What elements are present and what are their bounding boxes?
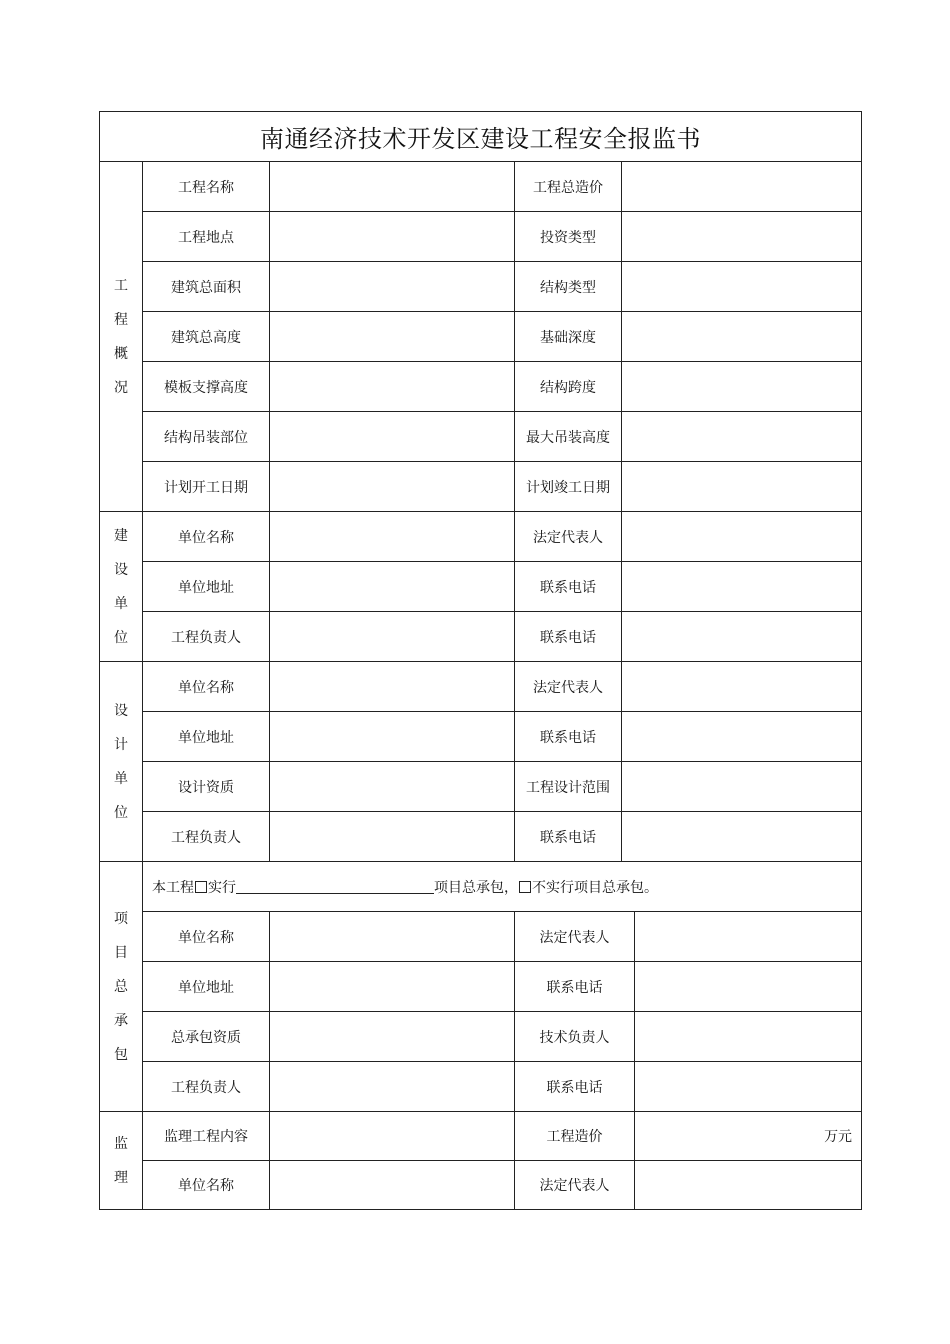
label-unit-name: 单位名称: [143, 512, 270, 562]
contracting-statement: 本工程 实行 项目总承包， 不实行项目总承包。: [143, 862, 862, 912]
label-structure-span: 结构跨度: [515, 362, 622, 412]
implement-checkbox[interactable]: [195, 881, 207, 893]
label-unit-address: 单位地址: [143, 562, 270, 612]
section-project-overview: 工 程 概 况: [100, 162, 143, 512]
label-total-height: 建筑总高度: [143, 312, 270, 362]
supervision-unit-name-field[interactable]: [270, 1161, 515, 1210]
hoisting-position-field[interactable]: [270, 412, 515, 462]
contractor-manager-phone-field[interactable]: [635, 1062, 862, 1112]
technical-director-field[interactable]: [635, 1012, 862, 1062]
construction-manager-field[interactable]: [270, 612, 515, 662]
contractor-qualification-field[interactable]: [270, 1012, 515, 1062]
label-technical-director: 技术负责人: [515, 1012, 635, 1062]
label-project-location: 工程地点: [143, 212, 270, 262]
label-contact-phone: 联系电话: [515, 712, 622, 762]
section-construction-unit: 建 设 单 位: [100, 512, 143, 662]
label-unit-address: 单位地址: [143, 962, 270, 1012]
label-planned-start-date: 计划开工日期: [143, 462, 270, 512]
project-cost-field[interactable]: [635, 1112, 862, 1161]
label-legal-representative: 法定代表人: [515, 512, 622, 562]
design-unit-address-field[interactable]: [270, 712, 515, 762]
max-hoisting-height-field[interactable]: [622, 412, 862, 462]
contractor-manager-field[interactable]: [270, 1062, 515, 1112]
not-implement-checkbox[interactable]: [519, 881, 531, 893]
label-unit-name: 单位名称: [143, 662, 270, 712]
total-cost-field[interactable]: [622, 162, 862, 212]
design-unit-name-field[interactable]: [270, 662, 515, 712]
design-scope-field[interactable]: [622, 762, 862, 812]
label-foundation-depth: 基础深度: [515, 312, 622, 362]
project-name-field[interactable]: [270, 162, 515, 212]
label-contact-phone: 联系电话: [515, 612, 622, 662]
design-manager-phone-field[interactable]: [622, 812, 862, 862]
design-manager-field[interactable]: [270, 812, 515, 862]
label-design-scope: 工程设计范围: [515, 762, 622, 812]
construction-unit-address-field[interactable]: [270, 562, 515, 612]
construction-legal-rep-field[interactable]: [622, 512, 862, 562]
label-unit-address: 单位地址: [143, 712, 270, 762]
label-project-cost: 工程造价: [515, 1112, 635, 1161]
label-planned-completion-date: 计划竣工日期: [515, 462, 622, 512]
label-project-manager: 工程负责人: [143, 1062, 270, 1112]
label-contact-phone: 联系电话: [515, 562, 622, 612]
section-design-unit: 设 计 单 位: [100, 662, 143, 862]
label-legal-representative: 法定代表人: [515, 912, 635, 962]
label-contact-phone: 联系电话: [515, 1062, 635, 1112]
label-project-name: 工程名称: [143, 162, 270, 212]
design-phone-field[interactable]: [622, 712, 862, 762]
label-legal-representative: 法定代表人: [515, 1161, 635, 1210]
contractor-unit-address-field[interactable]: [270, 962, 515, 1012]
project-location-field[interactable]: [270, 212, 515, 262]
planned-start-date-field[interactable]: [270, 462, 515, 512]
design-qualification-field[interactable]: [270, 762, 515, 812]
section-general-contractor: 项 目 总 承 包: [100, 862, 143, 1112]
total-floor-area-field[interactable]: [270, 262, 515, 312]
structure-type-field[interactable]: [622, 262, 862, 312]
safety-registration-form: [99, 111, 862, 1210]
label-project-manager: 工程负责人: [143, 612, 270, 662]
label-unit-name: 单位名称: [143, 1161, 270, 1210]
total-height-field[interactable]: [270, 312, 515, 362]
label-total-floor-area: 建筑总面积: [143, 262, 270, 312]
contract-type-blank[interactable]: [236, 879, 434, 894]
label-design-qualification: 设计资质: [143, 762, 270, 812]
design-legal-rep-field[interactable]: [622, 662, 862, 712]
section-supervision: 监 理: [100, 1112, 143, 1210]
label-hoisting-position: 结构吊装部位: [143, 412, 270, 462]
foundation-depth-field[interactable]: [622, 312, 862, 362]
structure-span-field[interactable]: [622, 362, 862, 412]
planned-completion-date-field[interactable]: [622, 462, 862, 512]
label-total-cost: 工程总造价: [515, 162, 622, 212]
label-investment-type: 投资类型: [515, 212, 622, 262]
label-unit-name: 单位名称: [143, 912, 270, 962]
construction-phone-field[interactable]: [622, 562, 862, 612]
label-legal-representative: 法定代表人: [515, 662, 622, 712]
label-contact-phone: 联系电话: [515, 962, 635, 1012]
contractor-phone-field[interactable]: [635, 962, 862, 1012]
construction-manager-phone-field[interactable]: [622, 612, 862, 662]
construction-unit-name-field[interactable]: [270, 512, 515, 562]
form-title: 南通经济技术开发区建设工程安全报监书: [100, 112, 862, 162]
label-max-hoisting-height: 最大吊装高度: [515, 412, 622, 462]
label-formwork-height: 模板支撑高度: [143, 362, 270, 412]
label-project-manager: 工程负责人: [143, 812, 270, 862]
contractor-legal-rep-field[interactable]: [635, 912, 862, 962]
label-contact-phone: 联系电话: [515, 812, 622, 862]
supervision-legal-rep-field[interactable]: [635, 1161, 862, 1210]
formwork-height-field[interactable]: [270, 362, 515, 412]
investment-type-field[interactable]: [622, 212, 862, 262]
supervision-content-field[interactable]: [270, 1112, 515, 1161]
label-contractor-qualification: 总承包资质: [143, 1012, 270, 1062]
label-supervision-content: 监理工程内容: [143, 1112, 270, 1161]
contractor-unit-name-field[interactable]: [270, 912, 515, 962]
unit-label: 万元: [824, 1129, 853, 1145]
label-structure-type: 结构类型: [515, 262, 622, 312]
